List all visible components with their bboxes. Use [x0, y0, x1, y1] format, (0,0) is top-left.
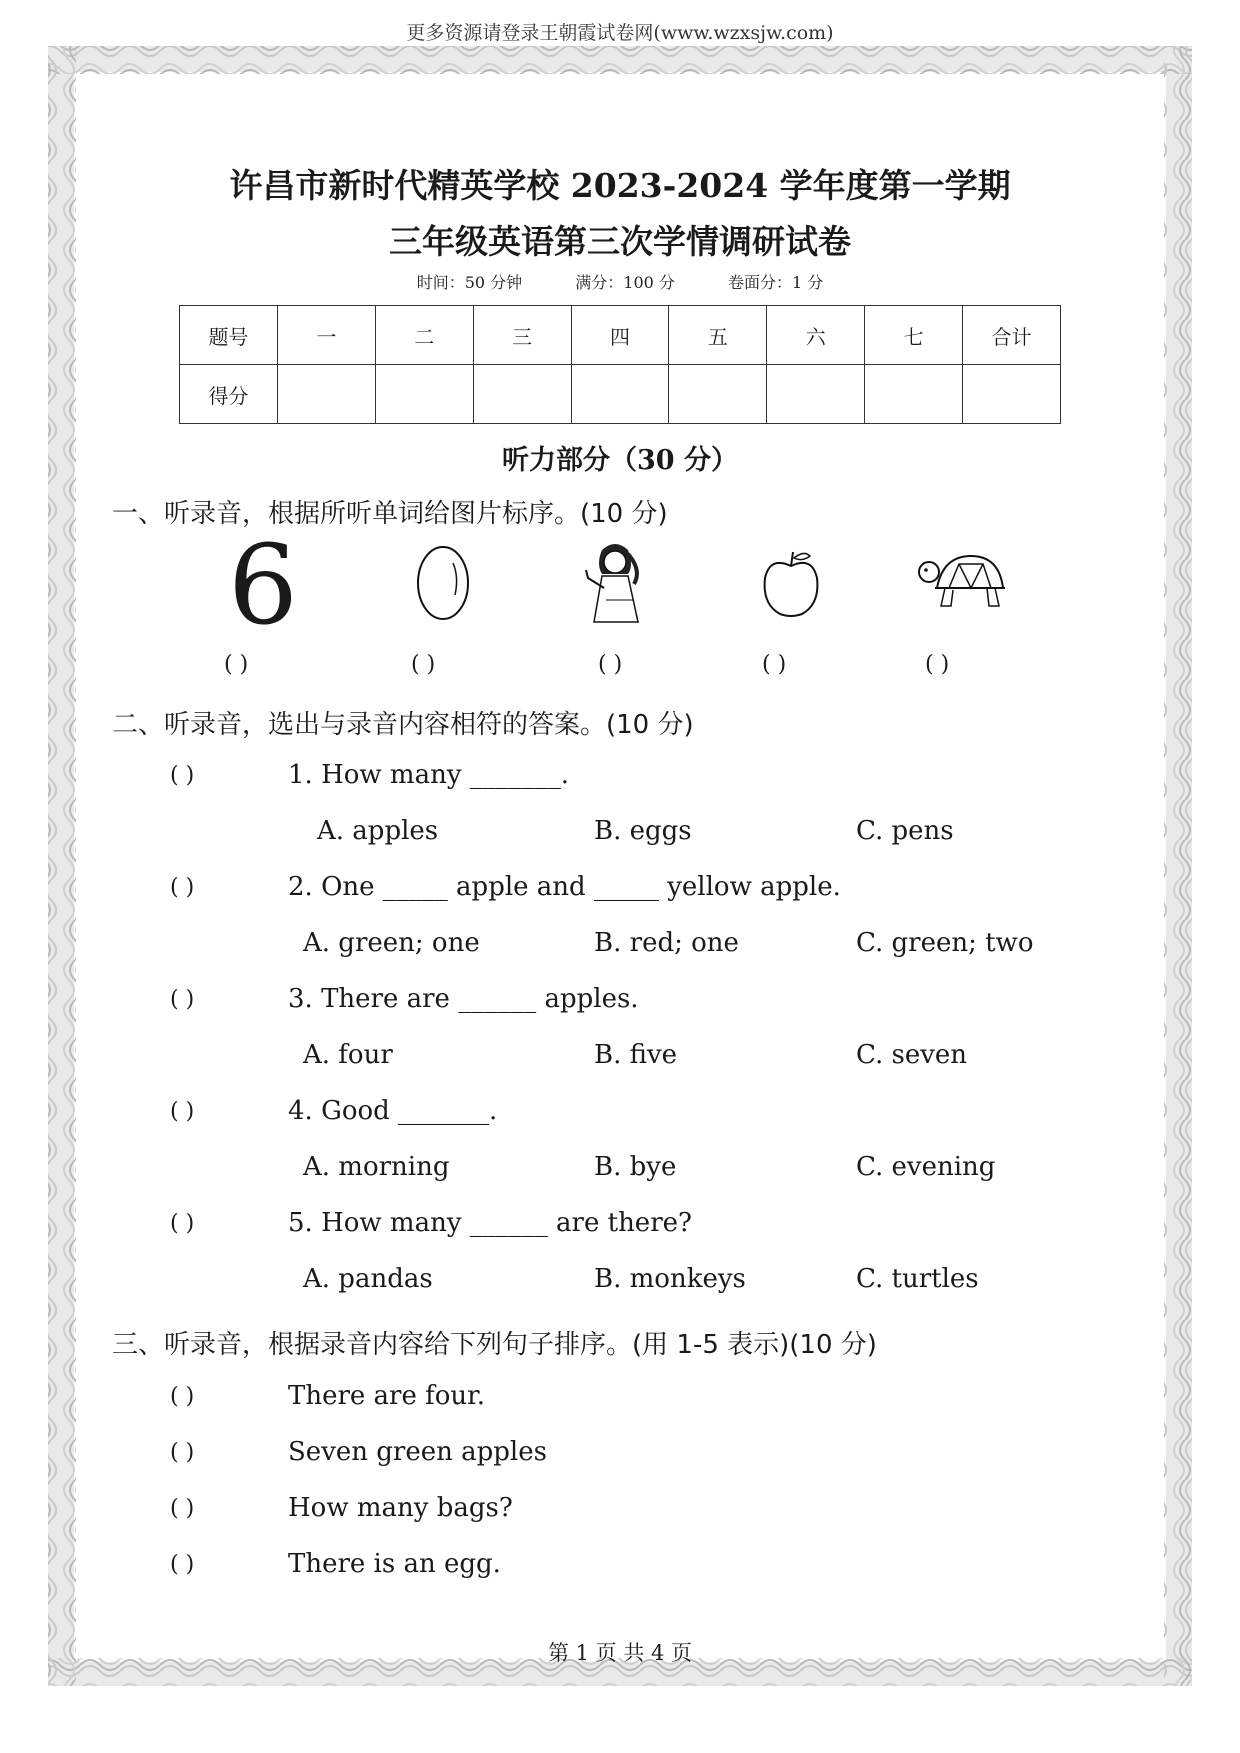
q4-option-b: B. bye: [594, 1152, 677, 1182]
q4-text: 4. Good _______.: [288, 1096, 498, 1126]
score-header-cell: 合计: [963, 306, 1061, 365]
order-sentence: How many bags?: [288, 1493, 513, 1523]
score-cell[interactable]: [669, 365, 767, 424]
order-answer-blank[interactable]: ( ): [170, 1440, 195, 1465]
q3-option-b: B. five: [594, 1040, 678, 1070]
score-header-cell: 五: [669, 306, 767, 365]
order-answer-blank[interactable]: ( ): [170, 1552, 195, 1577]
q2-option-b: B. red; one: [594, 928, 739, 958]
section2-title: 二、听录音，选出与录音内容相符的答案。(10 分): [112, 710, 694, 740]
order-answer-blank[interactable]: ( ): [170, 1384, 195, 1409]
score-cell[interactable]: [571, 365, 669, 424]
q1-option-b: B. eggs: [594, 816, 692, 846]
exam-title-line2: 三年级英语第三次学情调研试卷: [389, 222, 851, 261]
section1-title: 一、听录音，根据所听单词给图片标序。(10 分): [112, 499, 668, 529]
score-header-cell: 三: [473, 306, 571, 365]
score-cell[interactable]: [767, 365, 865, 424]
q2-option-a: A. green; one: [303, 928, 480, 958]
pic-answer-blank[interactable]: ( ): [925, 652, 950, 677]
order-sentence: There are four.: [288, 1381, 485, 1411]
apple-icon: [760, 548, 822, 620]
pic-answer-blank[interactable]: ( ): [411, 652, 436, 677]
score-table: [179, 305, 1061, 424]
site-header: 更多资源请登录王朝霞试卷网(www.wzxsjw.com): [406, 22, 834, 44]
score-header-cell: 六: [767, 306, 865, 365]
q5-text: 5. How many ______ are there?: [288, 1208, 692, 1238]
egg-icon: [413, 543, 473, 623]
q5-option-a: A. pandas: [303, 1264, 433, 1294]
score-cell[interactable]: [963, 365, 1061, 424]
score-header-cell: 一: [277, 306, 375, 365]
exam-time: 时间：50 分钟: [416, 273, 523, 292]
pic-answer-blank[interactable]: ( ): [762, 652, 787, 677]
listening-part-title: 听力部分（30 分）: [502, 445, 738, 476]
q1-option-a: A. apples: [317, 816, 439, 846]
q2-option-c: C. green; two: [856, 928, 1034, 958]
exam-title-line1: 许昌市新时代精英学校 2023-2024 学年度第一学期: [229, 166, 1011, 205]
q2-text: 2. One _____ apple and _____ yellow apple.: [288, 872, 841, 902]
score-table-header-row: [180, 306, 1061, 365]
score-cell[interactable]: [473, 365, 571, 424]
q5-answer-blank[interactable]: ( ): [170, 1211, 195, 1236]
section3-title: 三、听录音，根据录音内容给下列句子排序。(用 1-5 表示)(10 分): [112, 1330, 877, 1360]
q4-option-c: C. evening: [856, 1152, 996, 1182]
score-table-score-row: [180, 365, 1061, 424]
q4-option-a: A. morning: [303, 1152, 450, 1182]
exam-neatness-score: 卷面分：1 分: [728, 273, 824, 292]
teacher-girl-icon: [580, 540, 660, 625]
pic-answer-blank[interactable]: ( ): [598, 652, 623, 677]
q4-answer-blank[interactable]: ( ): [170, 1099, 195, 1124]
order-answer-blank[interactable]: ( ): [170, 1496, 195, 1521]
page-footer: 第 1 页 共 4 页: [547, 1641, 693, 1665]
score-cell[interactable]: [865, 365, 963, 424]
q1-option-c: C. pens: [856, 816, 954, 846]
pic-answer-blank[interactable]: ( ): [224, 652, 249, 677]
six-digit-icon: 6: [228, 521, 298, 649]
score-header-cell: 七: [865, 306, 963, 365]
q5-option-b: B. monkeys: [594, 1264, 746, 1294]
score-row-label: 得分: [180, 365, 278, 424]
score-header-cell: 四: [571, 306, 669, 365]
q2-answer-blank[interactable]: ( ): [170, 875, 195, 900]
q5-option-c: C. turtles: [856, 1264, 979, 1294]
score-cell[interactable]: [277, 365, 375, 424]
q1-text: 1. How many _______.: [288, 760, 570, 790]
q1-answer-blank[interactable]: ( ): [170, 763, 195, 788]
q3-option-c: C. seven: [856, 1040, 968, 1070]
q3-text: 3. There are ______ apples.: [288, 984, 639, 1014]
order-sentence: Seven green apples: [288, 1437, 547, 1467]
q3-option-a: A. four: [303, 1040, 393, 1070]
exam-meta: [0, 270, 1240, 293]
score-cell[interactable]: [375, 365, 473, 424]
score-header-cell: 题号: [180, 306, 278, 365]
q3-answer-blank[interactable]: ( ): [170, 987, 195, 1012]
score-header-cell: 二: [375, 306, 473, 365]
order-sentence: There is an egg.: [288, 1549, 501, 1579]
turtle-icon: [915, 548, 1010, 620]
exam-full-score: 满分：100 分: [575, 273, 675, 292]
